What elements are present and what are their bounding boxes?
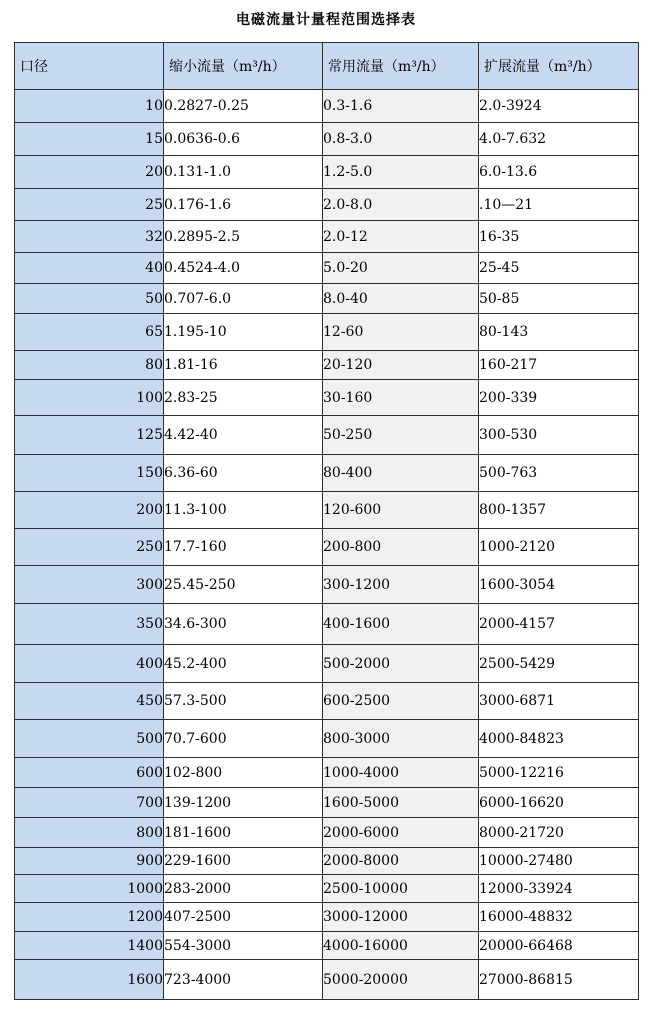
col-header-common-flow: 常用流量（m³/h） <box>323 43 479 90</box>
table-row <box>15 566 639 604</box>
reduced-flow-cell: 0.2895-2.5 <box>164 221 323 253</box>
reduced-flow-cell: 102-800 <box>164 758 323 788</box>
common-flow-cell: 0.8-3.0 <box>323 123 479 156</box>
extended-flow-cell: 4.0-7.632 <box>479 123 639 156</box>
reduced-flow-cell: 25.45-250 <box>164 566 323 604</box>
diameter-cell: 350 <box>15 604 164 645</box>
diameter-cell: 10 <box>15 90 164 123</box>
extended-flow-cell: 3000-6871 <box>479 683 639 720</box>
diameter-cell: 20 <box>15 156 164 189</box>
reduced-flow-cell: 4.42-40 <box>164 416 323 455</box>
extended-flow-cell: 27000-86815 <box>479 960 639 1000</box>
common-flow-cell: 80-400 <box>323 455 479 492</box>
col-header-diameter: 口径 <box>15 43 164 90</box>
diameter-cell: 450 <box>15 683 164 720</box>
table-row <box>15 903 639 932</box>
reduced-flow-cell: 70.7-600 <box>164 720 323 758</box>
diameter-cell: 250 <box>15 529 164 566</box>
common-flow-cell: 400-1600 <box>323 604 479 645</box>
diameter-cell: 1400 <box>15 932 164 960</box>
diameter-cell: 100 <box>15 380 164 416</box>
reduced-flow-cell: 0.131-1.0 <box>164 156 323 189</box>
table-row <box>15 221 639 253</box>
table-row <box>15 123 639 156</box>
common-flow-cell: 120-600 <box>323 492 479 529</box>
table-row <box>15 455 639 492</box>
diameter-cell: 500 <box>15 720 164 758</box>
extended-flow-cell: 4000-84823 <box>479 720 639 758</box>
diameter-cell: 900 <box>15 848 164 875</box>
table-row <box>15 380 639 416</box>
diameter-cell: 200 <box>15 492 164 529</box>
extended-flow-cell: 1000-2120 <box>479 529 639 566</box>
extended-flow-cell: 80-143 <box>479 314 639 351</box>
diameter-cell: 80 <box>15 351 164 380</box>
reduced-flow-cell: 0.0636-0.6 <box>164 123 323 156</box>
extended-flow-cell: 6000-16620 <box>479 788 639 818</box>
diameter-cell: 40 <box>15 253 164 284</box>
reduced-flow-cell: 6.36-60 <box>164 455 323 492</box>
col-header-reduced-flow: 缩小流量（m³/h） <box>164 43 323 90</box>
extended-flow-cell: 25-45 <box>479 253 639 284</box>
extended-flow-cell: 5000-12216 <box>479 758 639 788</box>
extended-flow-cell: 10000-27480 <box>479 848 639 875</box>
common-flow-cell: 20-120 <box>323 351 479 380</box>
common-flow-cell: 1.2-5.0 <box>323 156 479 189</box>
diameter-cell: 600 <box>15 758 164 788</box>
extended-flow-cell: 2000-4157 <box>479 604 639 645</box>
diameter-cell: 1200 <box>15 903 164 932</box>
extended-flow-cell: 16000-48832 <box>479 903 639 932</box>
extended-flow-cell: 16-35 <box>479 221 639 253</box>
header-row <box>15 43 639 90</box>
reduced-flow-cell: 57.3-500 <box>164 683 323 720</box>
table-row <box>15 848 639 875</box>
common-flow-cell: 5.0-20 <box>323 253 479 284</box>
common-flow-cell: 5000-20000 <box>323 960 479 1000</box>
common-flow-cell: 30-160 <box>323 380 479 416</box>
common-flow-cell: 50-250 <box>323 416 479 455</box>
reduced-flow-cell: 407-2500 <box>164 903 323 932</box>
reduced-flow-cell: 1.195-10 <box>164 314 323 351</box>
diameter-cell: 65 <box>15 314 164 351</box>
table-row <box>15 416 639 455</box>
extended-flow-cell: 20000-66468 <box>479 932 639 960</box>
diameter-cell: 1000 <box>15 875 164 903</box>
common-flow-cell: 4000-16000 <box>323 932 479 960</box>
table-row <box>15 645 639 683</box>
reduced-flow-cell: 554-3000 <box>164 932 323 960</box>
extended-flow-cell: 300-530 <box>479 416 639 455</box>
flow-range-table <box>14 42 639 1000</box>
extended-flow-cell: 50-85 <box>479 284 639 314</box>
diameter-cell: 32 <box>15 221 164 253</box>
common-flow-cell: 1000-4000 <box>323 758 479 788</box>
reduced-flow-cell: 723-4000 <box>164 960 323 1000</box>
common-flow-cell: 300-1200 <box>323 566 479 604</box>
reduced-flow-cell: 229-1600 <box>164 848 323 875</box>
table-row <box>15 932 639 960</box>
reduced-flow-cell: 0.176-1.6 <box>164 189 323 221</box>
table-row <box>15 604 639 645</box>
table-row <box>15 720 639 758</box>
reduced-flow-cell: 181-1600 <box>164 818 323 848</box>
table-row <box>15 314 639 351</box>
common-flow-cell: 2500-10000 <box>323 875 479 903</box>
table-body <box>15 90 639 1000</box>
col-header-extended-flow: 扩展流量（m³/h） <box>479 43 639 90</box>
table-row <box>15 529 639 566</box>
reduced-flow-cell: 0.707-6.0 <box>164 284 323 314</box>
common-flow-cell: 2.0-8.0 <box>323 189 479 221</box>
extended-flow-cell: 160-217 <box>479 351 639 380</box>
table-row <box>15 683 639 720</box>
reduced-flow-cell: 0.2827-0.25 <box>164 90 323 123</box>
extended-flow-cell: 200-339 <box>479 380 639 416</box>
extended-flow-cell: 8000-21720 <box>479 818 639 848</box>
common-flow-cell: 3000-12000 <box>323 903 479 932</box>
common-flow-cell: 12-60 <box>323 314 479 351</box>
reduced-flow-cell: 11.3-100 <box>164 492 323 529</box>
common-flow-cell: 2000-8000 <box>323 848 479 875</box>
diameter-cell: 150 <box>15 455 164 492</box>
diameter-cell: 25 <box>15 189 164 221</box>
page-title: 电磁流量计量程范围选择表 <box>236 12 416 28</box>
diameter-cell: 400 <box>15 645 164 683</box>
common-flow-cell: 1600-5000 <box>323 788 479 818</box>
diameter-cell: 700 <box>15 788 164 818</box>
extended-flow-cell: 500-763 <box>479 455 639 492</box>
common-flow-cell: 2000-6000 <box>323 818 479 848</box>
extended-flow-cell: 2500-5429 <box>479 645 639 683</box>
common-flow-cell: 800-3000 <box>323 720 479 758</box>
extended-flow-cell: 2.0-3924 <box>479 90 639 123</box>
table-row <box>15 818 639 848</box>
reduced-flow-cell: 34.6-300 <box>164 604 323 645</box>
extended-flow-cell: 800-1357 <box>479 492 639 529</box>
reduced-flow-cell: 17.7-160 <box>164 529 323 566</box>
reduced-flow-cell: 2.83-25 <box>164 380 323 416</box>
reduced-flow-cell: 45.2-400 <box>164 645 323 683</box>
reduced-flow-cell: 139-1200 <box>164 788 323 818</box>
extended-flow-cell: 6.0-13.6 <box>479 156 639 189</box>
diameter-cell: 800 <box>15 818 164 848</box>
reduced-flow-cell: 283-2000 <box>164 875 323 903</box>
table-row <box>15 90 639 123</box>
table-row <box>15 788 639 818</box>
table-row <box>15 875 639 903</box>
table-row <box>15 960 639 1000</box>
table-row <box>15 189 639 221</box>
table-row <box>15 156 639 189</box>
table-row <box>15 253 639 284</box>
table-row <box>15 351 639 380</box>
table-row <box>15 492 639 529</box>
diameter-cell: 125 <box>15 416 164 455</box>
common-flow-cell: 200-800 <box>323 529 479 566</box>
table-row <box>15 284 639 314</box>
common-flow-cell: 500-2000 <box>323 645 479 683</box>
common-flow-cell: 600-2500 <box>323 683 479 720</box>
diameter-cell: 50 <box>15 284 164 314</box>
common-flow-cell: 0.3-1.6 <box>323 90 479 123</box>
common-flow-cell: 2.0-12 <box>323 221 479 253</box>
reduced-flow-cell: 1.81-16 <box>164 351 323 380</box>
extended-flow-cell: 12000-33924 <box>479 875 639 903</box>
diameter-cell: 1600 <box>15 960 164 1000</box>
diameter-cell: 15 <box>15 123 164 156</box>
extended-flow-cell: 1600-3054 <box>479 566 639 604</box>
extended-flow-cell: .10—21 <box>479 189 639 221</box>
table-row <box>15 758 639 788</box>
diameter-cell: 300 <box>15 566 164 604</box>
reduced-flow-cell: 0.4524-4.0 <box>164 253 323 284</box>
common-flow-cell: 8.0-40 <box>323 284 479 314</box>
